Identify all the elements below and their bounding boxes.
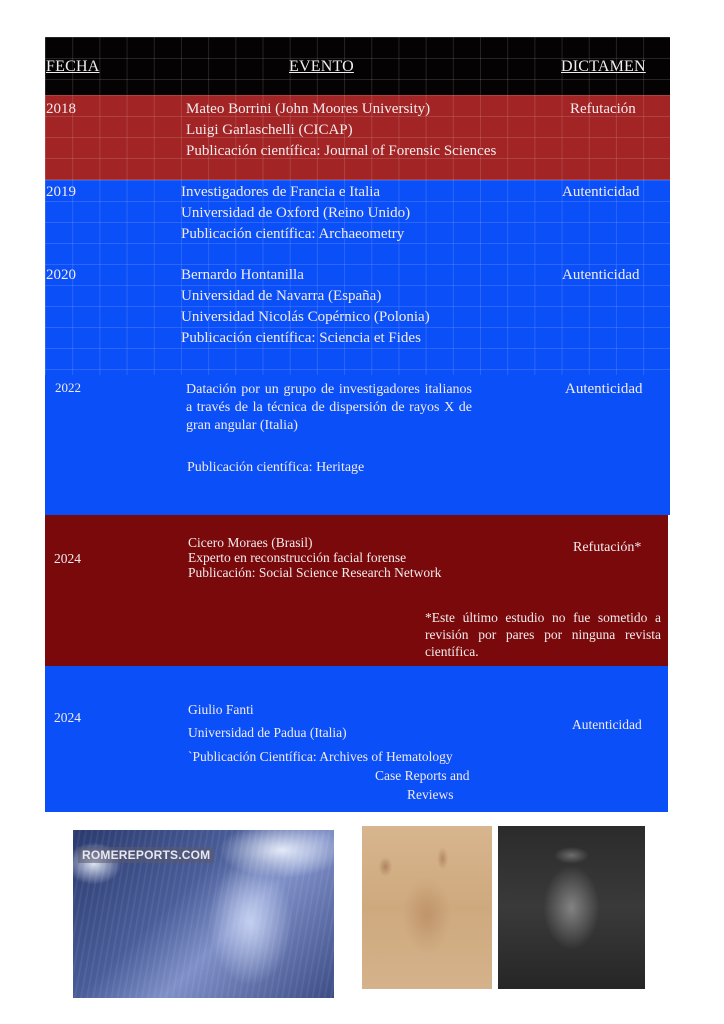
row-event-line: Giulio Fanti bbox=[188, 702, 254, 717]
row-verdict: Refutación* bbox=[573, 540, 642, 555]
row-event-line: Universidad de Oxford (Reino Unido) bbox=[181, 205, 411, 221]
header-evento: EVENTO bbox=[289, 58, 354, 75]
romereports-watermark: ROMEREPORTS.COM bbox=[78, 847, 214, 863]
row-verdict: Autenticidad bbox=[565, 381, 643, 397]
row-year: 2024 bbox=[54, 551, 81, 566]
header-dictamen: DICTAMEN bbox=[561, 58, 646, 75]
row-event-continuation: Case Reports and bbox=[375, 768, 470, 783]
row-year: 2018 bbox=[46, 101, 76, 117]
shroud-xray-photo bbox=[73, 830, 334, 998]
row-event-line: Publicación científica: Journal of Forensic Sciences bbox=[186, 143, 497, 159]
row-year: 2020 bbox=[46, 267, 76, 283]
table-row-2018 bbox=[45, 95, 670, 180]
table-row-2022 bbox=[45, 375, 670, 515]
row-event-continuation: Reviews bbox=[407, 787, 454, 802]
row-event-line: Publicación científica: Archaeometry bbox=[181, 226, 405, 242]
row-event-line: Mateo Borrini (John Moores University) bbox=[186, 101, 431, 117]
row-event-line: Experto en reconstrucción facial forense bbox=[188, 550, 407, 565]
shroud-face-positive-photo bbox=[362, 826, 492, 989]
row-verdict: Refutación bbox=[570, 101, 636, 117]
row-event-line: Publicación: Social Science Research Network bbox=[188, 565, 442, 580]
table-header bbox=[45, 37, 670, 95]
row-event-line: Universidad Nicolás Copérnico (Polonia) bbox=[181, 309, 430, 325]
row-year: 2022 bbox=[55, 380, 81, 395]
row-year: 2019 bbox=[46, 184, 76, 200]
table-row-2024-moraes bbox=[45, 515, 668, 666]
header-fecha: FECHA bbox=[46, 58, 100, 75]
shroud-face-negative-photo bbox=[498, 826, 645, 989]
row-event-line: `Publicación Científica: Archives of Hematology bbox=[188, 749, 453, 764]
row-event-line: Cicero Moraes (Brasil) bbox=[188, 535, 313, 550]
table-row-2024-fanti bbox=[45, 666, 668, 812]
row-event-publication: Publicación científica: Heritage bbox=[187, 460, 365, 475]
row-verdict: Autenticidad bbox=[562, 184, 640, 200]
row-event-paragraph: Datación por un grupo de investigadores italianos a través de la técnica de dispersión de rayos X de gran angular (Italia) bbox=[186, 382, 472, 433]
row-event-line: Investigadores de Francia e Italia bbox=[181, 184, 381, 200]
row-event-line: Publicación científica: Sciencia et Fides bbox=[181, 330, 421, 346]
row-event-line: Universidad de Padua (Italia) bbox=[188, 725, 347, 740]
row-footnote: *Este último estudio no fue sometido a revisión por pares por ninguna revista científica. bbox=[425, 610, 661, 659]
table-rows-2019-2020 bbox=[45, 180, 670, 375]
row-year: 2024 bbox=[54, 710, 81, 725]
row-event-line: Luigi Garlaschelli (CICAP) bbox=[186, 122, 353, 138]
row-event-line: Bernardo Hontanilla bbox=[181, 267, 304, 283]
row-event-line: Universidad de Navarra (España) bbox=[181, 288, 382, 304]
row-verdict: Autenticidad bbox=[562, 267, 640, 283]
row-verdict: Autenticidad bbox=[572, 717, 642, 732]
